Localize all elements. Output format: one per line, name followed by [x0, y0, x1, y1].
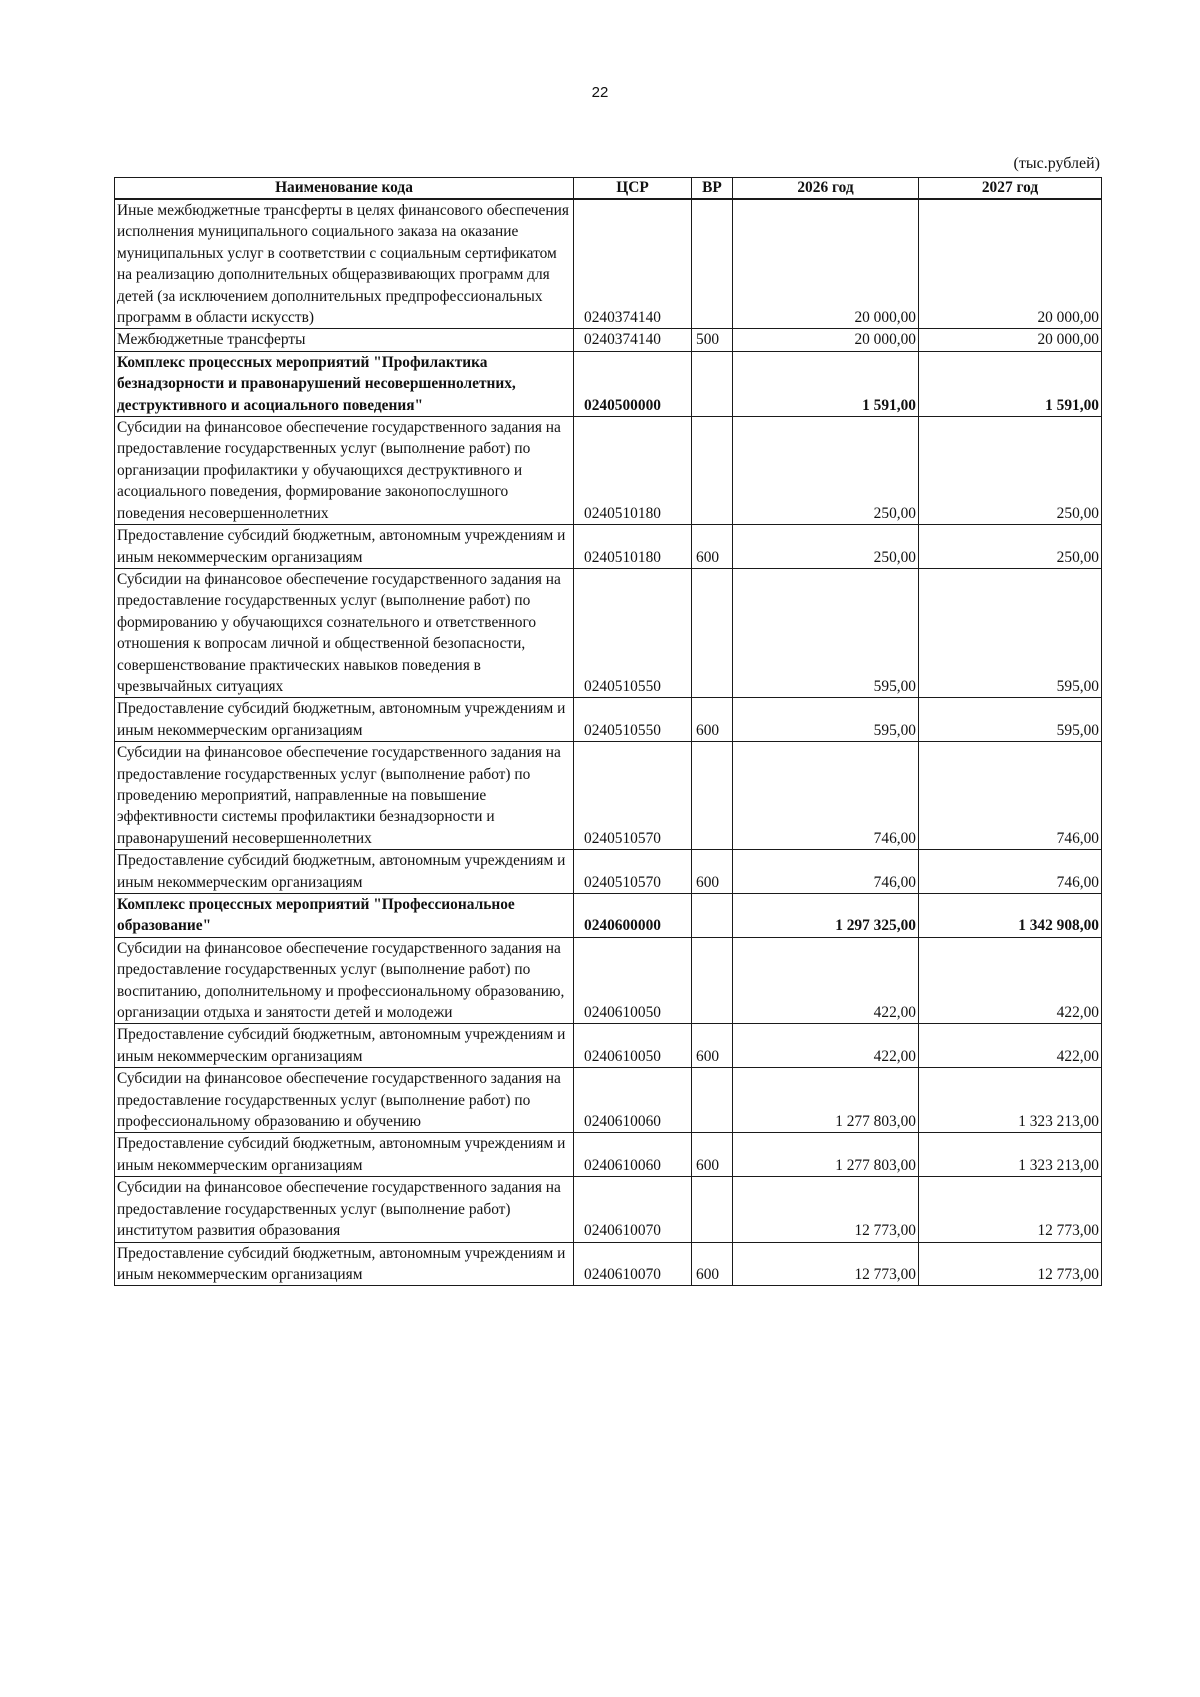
cell-name: Предоставление субсидий бюджетным, автономным учреждениям и иным некоммерческим организациям [115, 1133, 574, 1177]
cell-name: Межбюджетные трансферты [115, 329, 574, 351]
table-row [115, 329, 1102, 351]
cell-csr: 0240610050 [574, 1024, 692, 1068]
cell-csr: 0240374140 [574, 199, 692, 329]
cell-2027: 422,00 [919, 937, 1102, 1024]
cell-csr: 0240500000 [574, 351, 692, 416]
header-csr: ЦСР [574, 178, 692, 200]
cell-2027: 20 000,00 [919, 329, 1102, 351]
table-row [115, 937, 1102, 1024]
cell-2026: 250,00 [733, 525, 919, 569]
table-row [115, 525, 1102, 569]
cell-name: Комплекс процессных мероприятий "Профилактика безнадзорности и правонарушений несовершеннолетних, деструктивного и асоциального поведения" [115, 351, 574, 416]
cell-csr: 0240510550 [574, 568, 692, 697]
cell-name: Субсидии на финансовое обеспечение государственного задания на предоставление государственных услуг (выполнение работ) по формированию у обучающихся сознательного и ответственного отношения к вопросам личной и общественной безопасности, совершенствование практических навыков поведения в чрезвычайных ситуациях [115, 568, 574, 697]
cell-name: Субсидии на финансовое обеспечение государственного задания на предоставление государственных услуг (выполнение работ) по профессиональному образованию и обучению [115, 1068, 574, 1133]
cell-name: Комплекс процессных мероприятий "Профессиональное образование" [115, 894, 574, 938]
cell-name: Предоставление субсидий бюджетным, автономным учреждениям и иным некоммерческим организациям [115, 1024, 574, 1068]
cell-2026: 1 297 325,00 [733, 894, 919, 938]
table-row [115, 850, 1102, 894]
cell-vr: 600 [692, 850, 733, 894]
cell-vr: 600 [692, 1024, 733, 1068]
cell-name: Субсидии на финансовое обеспечение государственного задания на предоставление государственных услуг (выполнение работ) по воспитанию, дополнительному и профессиональному образованию, организации отдыха и занятости детей и молодежи [115, 937, 574, 1024]
header-vr: ВР [692, 178, 733, 200]
cell-csr: 0240510550 [574, 698, 692, 742]
cell-csr: 0240510180 [574, 525, 692, 569]
cell-2026: 1 277 803,00 [733, 1068, 919, 1133]
table-row [115, 698, 1102, 742]
cell-csr: 0240510180 [574, 417, 692, 525]
cell-name: Предоставление субсидий бюджетным, автономным учреждениям и иным некоммерческим организациям [115, 698, 574, 742]
cell-2027: 1 591,00 [919, 351, 1102, 416]
cell-2026: 1 277 803,00 [733, 1133, 919, 1177]
table-row [115, 417, 1102, 525]
cell-csr: 0240610060 [574, 1133, 692, 1177]
cell-2026: 250,00 [733, 417, 919, 525]
cell-csr: 0240610050 [574, 937, 692, 1024]
budget-table [114, 177, 1102, 1286]
cell-vr: 600 [692, 525, 733, 569]
table-row [115, 894, 1102, 938]
cell-2027: 422,00 [919, 1024, 1102, 1068]
cell-2027: 250,00 [919, 525, 1102, 569]
cell-2027: 1 323 213,00 [919, 1133, 1102, 1177]
table-row [115, 1242, 1102, 1286]
cell-csr: 0240610070 [574, 1177, 692, 1242]
cell-2026: 746,00 [733, 742, 919, 850]
cell-2026: 12 773,00 [733, 1177, 919, 1242]
cell-2026: 595,00 [733, 698, 919, 742]
cell-vr [692, 199, 733, 329]
cell-vr: 600 [692, 1242, 733, 1286]
table-row [115, 199, 1102, 329]
cell-2027: 1 323 213,00 [919, 1068, 1102, 1133]
cell-vr: 600 [692, 698, 733, 742]
cell-2027: 595,00 [919, 568, 1102, 697]
table-row [115, 351, 1102, 416]
table-row [115, 742, 1102, 850]
cell-vr [692, 417, 733, 525]
cell-csr: 0240610070 [574, 1242, 692, 1286]
table-row [115, 1068, 1102, 1133]
table-row [115, 568, 1102, 697]
table-row [115, 1177, 1102, 1242]
cell-name: Предоставление субсидий бюджетным, автономным учреждениям и иным некоммерческим организациям [115, 850, 574, 894]
units-label: (тыс.рублей) [1013, 155, 1100, 172]
cell-name: Субсидии на финансовое обеспечение государственного задания на предоставление государственных услуг (выполнение работ) по организации профилактики у обучающихся деструктивного и асоциального поведения, формирование законопослушного поведения несовершеннолетних [115, 417, 574, 525]
cell-2027: 250,00 [919, 417, 1102, 525]
header-2026: 2026 год [733, 178, 919, 200]
cell-2026: 1 591,00 [733, 351, 919, 416]
cell-vr [692, 894, 733, 938]
cell-csr: 0240610060 [574, 1068, 692, 1133]
cell-csr: 0240510570 [574, 850, 692, 894]
cell-2026: 746,00 [733, 850, 919, 894]
cell-csr: 0240510570 [574, 742, 692, 850]
cell-vr [692, 568, 733, 697]
cell-2027: 746,00 [919, 742, 1102, 850]
cell-name: Субсидии на финансовое обеспечение государственного задания на предоставление государственных услуг (выполнение работ) институтом развития образования [115, 1177, 574, 1242]
cell-2027: 746,00 [919, 850, 1102, 894]
table-header-row [115, 178, 1102, 200]
cell-2026: 595,00 [733, 568, 919, 697]
page-number: 22 [591, 84, 609, 101]
cell-2027: 12 773,00 [919, 1242, 1102, 1286]
cell-name: Субсидии на финансовое обеспечение государственного задания на предоставление государственных услуг (выполнение работ) по проведению мероприятий, направленные на повышение эффективности системы профилактики безнадзорности и правонарушений несовершеннолетних [115, 742, 574, 850]
cell-2026: 20 000,00 [733, 329, 919, 351]
cell-vr: 600 [692, 1133, 733, 1177]
cell-2026: 422,00 [733, 937, 919, 1024]
cell-2027: 1 342 908,00 [919, 894, 1102, 938]
cell-2027: 12 773,00 [919, 1177, 1102, 1242]
cell-name: Иные межбюджетные трансферты в целях финансового обеспечения исполнения муниципального социального заказа на оказание муниципальных услуг в соответствии с социальным сертификатом на реализацию дополнительных общеразвивающих программ для детей (за исключением дополнительных предпрофессиональных программ в области искусств) [115, 199, 574, 329]
table-row [115, 1133, 1102, 1177]
table-row [115, 1024, 1102, 1068]
cell-vr [692, 937, 733, 1024]
cell-name: Предоставление субсидий бюджетным, автономным учреждениям и иным некоммерческим организациям [115, 1242, 574, 1286]
header-2027: 2027 год [919, 178, 1102, 200]
cell-2026: 422,00 [733, 1024, 919, 1068]
cell-vr [692, 1177, 733, 1242]
cell-2027: 20 000,00 [919, 199, 1102, 329]
cell-vr [692, 742, 733, 850]
cell-vr [692, 351, 733, 416]
cell-2026: 12 773,00 [733, 1242, 919, 1286]
cell-vr: 500 [692, 329, 733, 351]
cell-csr: 0240374140 [574, 329, 692, 351]
cell-2027: 595,00 [919, 698, 1102, 742]
cell-name: Предоставление субсидий бюджетным, автономным учреждениям и иным некоммерческим организациям [115, 525, 574, 569]
table-body [115, 199, 1102, 1286]
cell-vr [692, 1068, 733, 1133]
header-name: Наименование кода [115, 178, 574, 200]
cell-csr: 0240600000 [574, 894, 692, 938]
cell-2026: 20 000,00 [733, 199, 919, 329]
